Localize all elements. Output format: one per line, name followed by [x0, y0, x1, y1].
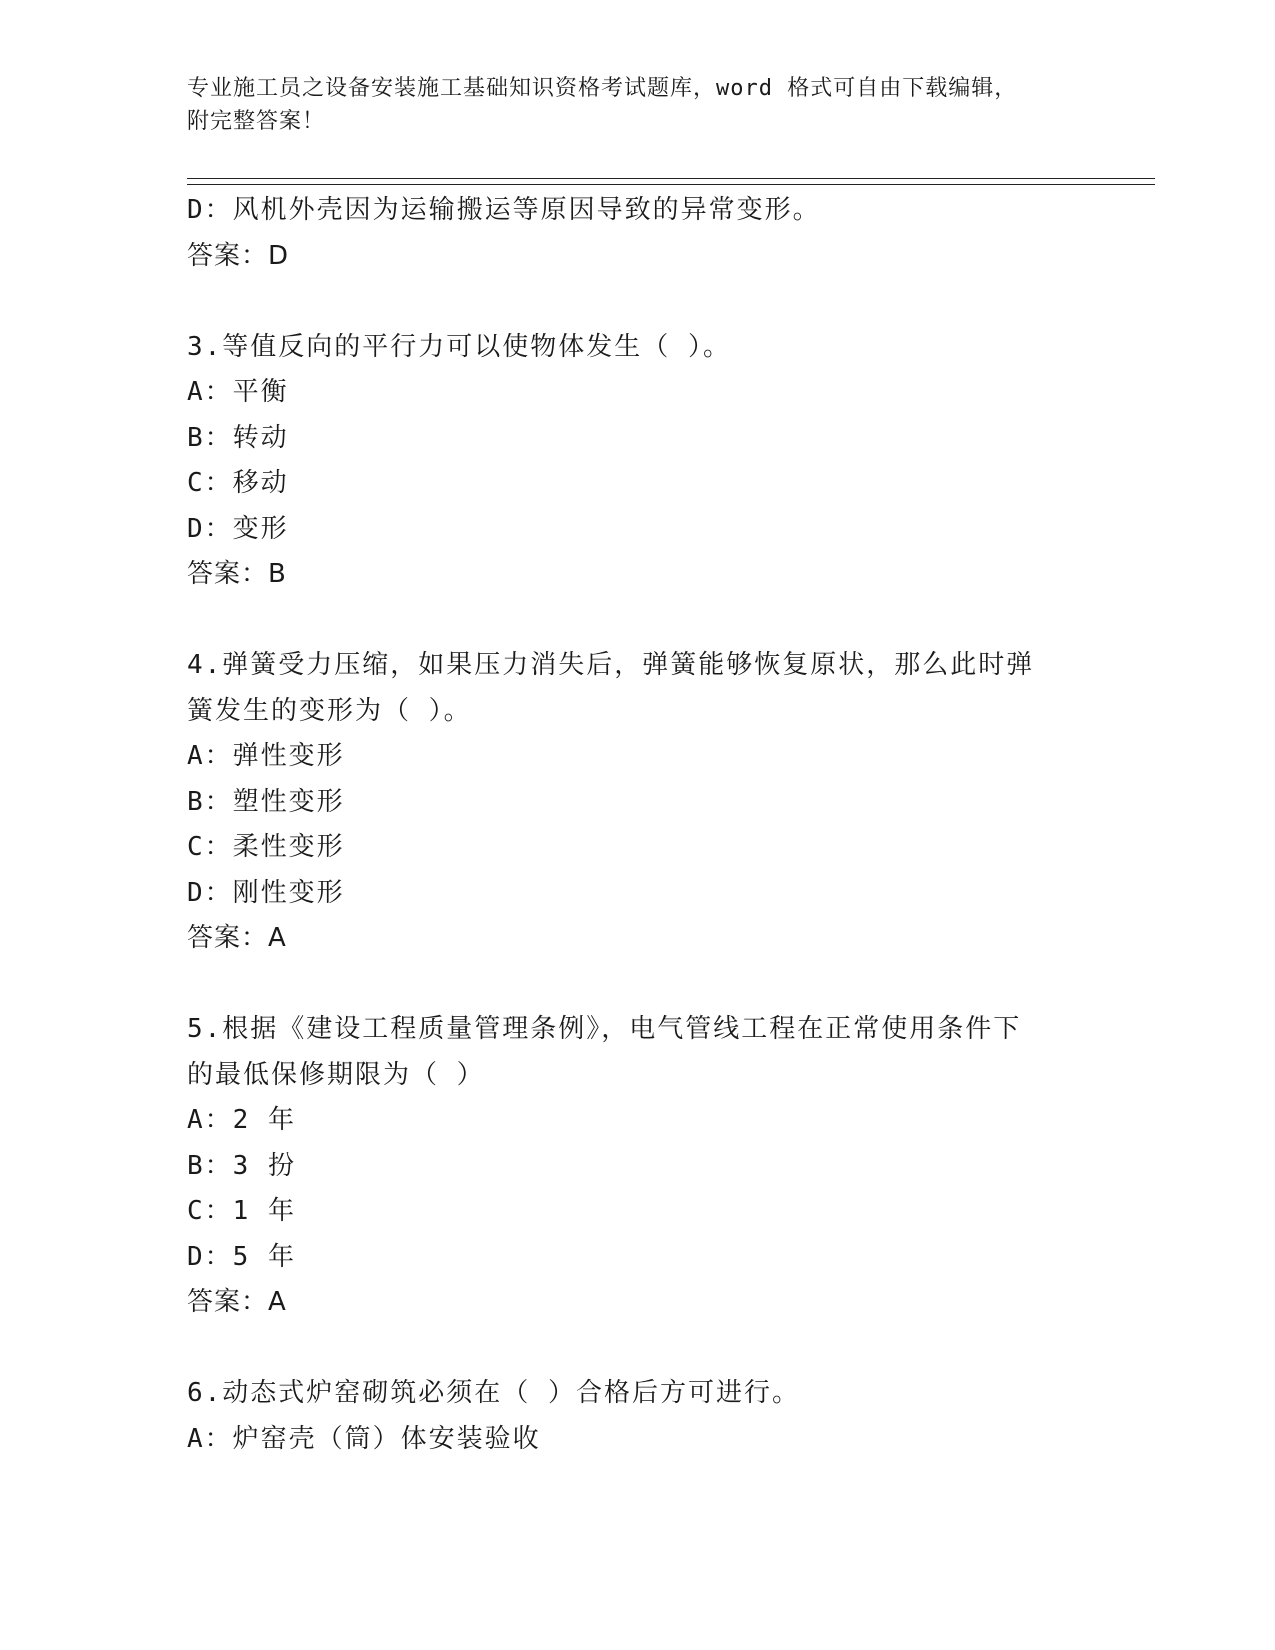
answer: 答案：D: [187, 240, 290, 271]
option-b: B：转动: [187, 422, 289, 453]
option-a: A：2 年: [187, 1105, 296, 1135]
answer: 答案：A: [187, 1287, 287, 1317]
spacer: [187, 962, 1087, 1008]
spacer: [187, 279, 1087, 325]
question-stem-line-2: 的最低保修期限为（ ）: [187, 1059, 485, 1090]
option-c: C：柔性变形: [187, 832, 345, 862]
question-3: [187, 325, 1087, 598]
question-6: [187, 1371, 1087, 1462]
question-stem-line-1: 4.弹簧受力压缩，如果压力消失后，弹簧能够恢复原状，那么此时弹: [187, 650, 1035, 680]
option-b: B：3 扮: [187, 1150, 296, 1181]
spacer: [187, 598, 1087, 644]
option-d: D：5 年: [187, 1241, 296, 1272]
option-a: A：炉窑壳（筒）体安装验收: [187, 1423, 541, 1454]
header-line-2: 附完整答案！: [187, 109, 326, 134]
question-list: [187, 188, 1087, 1462]
option-a: A：弹性变形: [187, 741, 345, 771]
header-divider-bottom: [187, 184, 1155, 185]
option-d: D：刚性变形: [187, 877, 345, 908]
spacer: [187, 1326, 1087, 1372]
option-b: B：塑性变形: [187, 786, 345, 817]
answer: 答案：A: [187, 923, 287, 953]
question-stem: 6.动态式炉窑砌筑必须在（ ）合格后方可进行。: [187, 1378, 800, 1408]
question-2: [187, 188, 1087, 279]
header-line-1: 专业施工员之设备安装施工基础知识资格考试题库，word 格式可自由下载编辑，: [187, 76, 1018, 101]
answer: 答案：B: [187, 559, 287, 589]
option-d: D：变形: [187, 513, 289, 544]
question-4: [187, 643, 1087, 962]
question-stem-line-1: 5.根据《建设工程质量管理条例》，电气管线工程在正常使用条件下: [187, 1014, 1022, 1044]
option-d: D：风机外壳因为运输搬运等原因导致的异常变形。: [187, 195, 821, 225]
header-divider-top: [187, 178, 1155, 179]
option-c: C：1 年: [187, 1196, 296, 1226]
option-c: C：移动: [187, 468, 289, 498]
document-header: [187, 72, 1067, 138]
question-stem: 3.等值反向的平行力可以使物体发生（ ）。: [187, 331, 731, 362]
question-stem-line-2: 簧发生的变形为（ ）。: [187, 695, 472, 726]
question-5: [187, 1007, 1087, 1326]
option-a: A：平衡: [187, 377, 289, 407]
